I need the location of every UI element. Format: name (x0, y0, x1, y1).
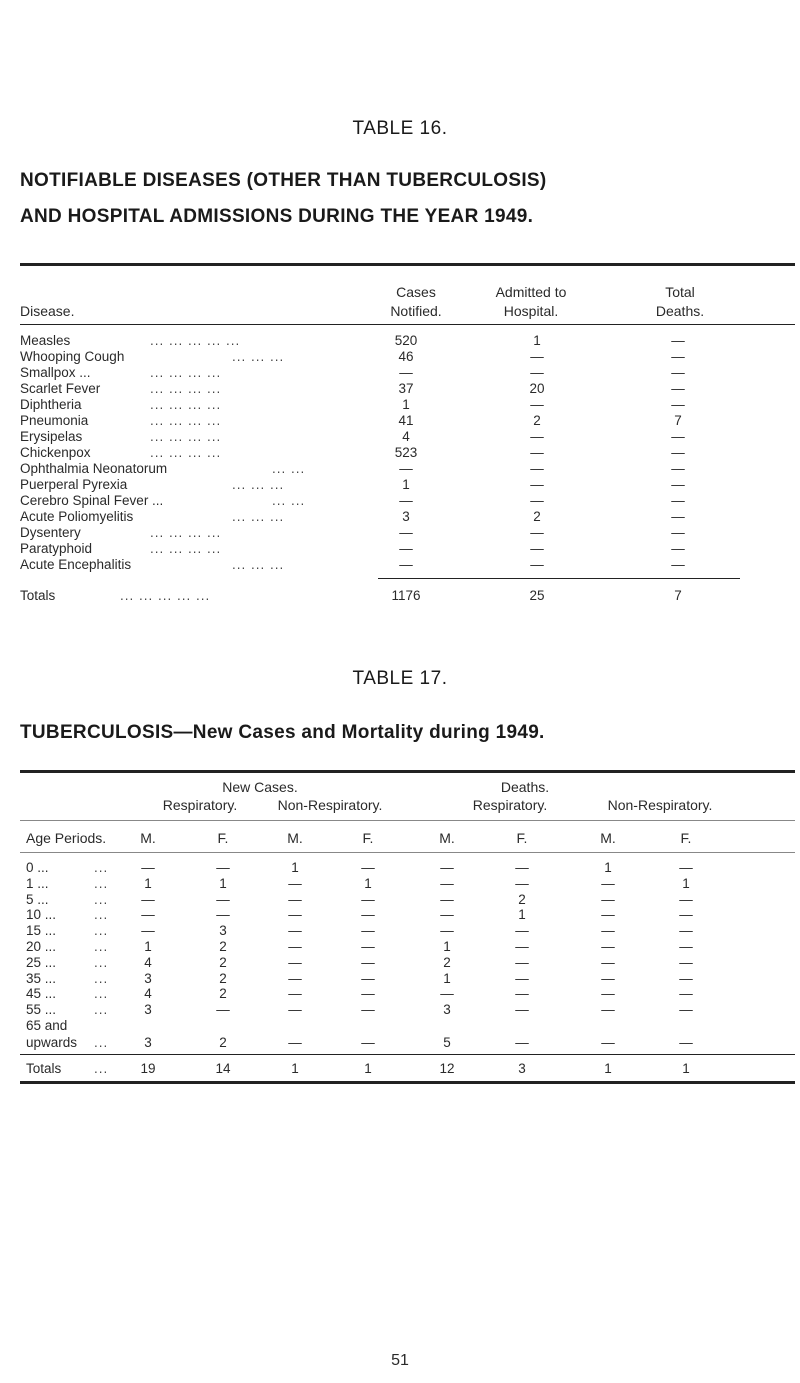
table-17-heading: TUBERCULOSIS—New Cases and Mortality during 1949. (20, 722, 545, 743)
cell-value: 2 (219, 986, 227, 1002)
total-deaths: — (671, 397, 685, 412)
cell-value: — (361, 907, 375, 923)
cases-notified: 520 (394, 333, 418, 348)
leader-dots: ... ... (272, 461, 306, 476)
disease-name: Whooping Cough (20, 349, 125, 364)
table-16-number: TABLE 16. (352, 118, 448, 139)
leader-dots: ... ... ... ... ... (150, 333, 241, 348)
cell-value: 3 (144, 1002, 152, 1018)
disease-name: Scarlet Fever (20, 381, 101, 396)
total-value: 14 (215, 1061, 231, 1076)
leader-dots: ... ... ... ... (150, 381, 222, 396)
cell-value: — (361, 923, 375, 939)
cell-value: — (141, 923, 155, 939)
cell-value: — (515, 875, 529, 891)
cell-value: — (288, 986, 302, 1002)
table-row (0, 413, 780, 429)
table-row (0, 525, 780, 541)
cases-notified: — (399, 365, 413, 380)
table-17-header-rule (20, 852, 795, 853)
cell-value: — (440, 875, 454, 891)
cell-value: 1 (518, 907, 526, 923)
cell-value: — (288, 923, 302, 939)
cell-value: — (601, 875, 615, 891)
total-deaths: 7 (674, 588, 682, 603)
cell-value: 3 (443, 1002, 451, 1018)
cell-value: 2 (219, 1035, 227, 1050)
leader-dots: ... ... ... (232, 349, 285, 364)
disease-name: Puerperal Pyrexia (20, 477, 128, 492)
admitted-to-hospital: — (530, 429, 544, 444)
cell-value: — (288, 875, 302, 891)
disease-name: Measles (20, 333, 71, 348)
leader-dots: ... ... ... ... (150, 429, 222, 444)
cell-value: 2 (219, 970, 227, 986)
cases-notified: — (399, 525, 413, 540)
table-16-col-cases-1: Cases (396, 284, 436, 300)
cell-value: — (515, 1035, 529, 1050)
table-row (0, 955, 800, 971)
total-value: 3 (518, 1061, 526, 1076)
table-16-col-disease: Disease. (20, 303, 75, 319)
cell-value: — (141, 860, 155, 875)
cases-notified: — (399, 461, 413, 476)
admitted-to-hospital: — (530, 349, 544, 364)
cell-value: — (679, 970, 693, 986)
table-row (0, 1018, 800, 1034)
admitted-to-hospital: — (530, 461, 544, 476)
disease-name: Pneumonia (20, 413, 89, 428)
cell-value: — (361, 939, 375, 954)
totals-label: Totals (26, 1061, 62, 1076)
table-row (0, 541, 780, 557)
admitted-to-hospital: — (530, 541, 544, 556)
leader-dots: ... (94, 923, 109, 939)
table-row (0, 1002, 800, 1018)
cell-value: 1 (443, 970, 451, 986)
age-period: upwards (26, 1035, 78, 1050)
cell-value: — (679, 860, 693, 875)
leader-dots: ... ... ... ... (150, 365, 222, 380)
age-period: 25 ... (26, 954, 57, 970)
cell-value: 1 (604, 860, 612, 875)
cell-value: — (440, 860, 454, 875)
cell-value: — (361, 970, 375, 986)
cell-value: — (679, 891, 693, 907)
cases-notified: — (399, 493, 413, 508)
sex-header-m: M. (439, 830, 455, 846)
cell-value: 3 (219, 923, 227, 939)
leader-dots: ... (94, 860, 109, 875)
disease-name: Erysipelas (20, 429, 83, 444)
total-deaths: — (671, 509, 685, 524)
cell-value: — (141, 891, 155, 907)
cell-value: — (515, 860, 529, 875)
admitted-to-hospital: 2 (533, 509, 541, 524)
subgroup-non-respiratory-new: Non-Respiratory. (277, 797, 383, 813)
total-deaths: — (671, 445, 685, 460)
sex-header-m: M. (600, 830, 616, 846)
table-row (0, 349, 780, 365)
age-periods-header: Age Periods. (26, 830, 107, 846)
cell-value: — (361, 1035, 375, 1050)
total-value: 12 (439, 1061, 455, 1076)
cell-value: — (440, 891, 454, 907)
total-value: 1 (364, 1061, 372, 1076)
cases-notified: 41 (398, 413, 414, 428)
total-deaths: — (671, 333, 685, 348)
cell-value: — (601, 1002, 615, 1018)
leader-dots: ... ... ... ... ... (120, 588, 211, 603)
table-16-top-rule (20, 263, 795, 266)
total-value: 1 (604, 1061, 612, 1076)
cell-value: 1 (682, 875, 690, 891)
cell-value: — (361, 1002, 375, 1018)
leader-dots: ... (94, 1035, 109, 1050)
cell-value: — (679, 1002, 693, 1018)
sex-header-m: M. (140, 830, 156, 846)
leader-dots: ... ... ... ... (150, 413, 222, 428)
cell-value: — (216, 891, 230, 907)
table-17-totals-rule (20, 1054, 795, 1055)
cell-value: 2 (219, 939, 227, 954)
admitted-to-hospital: — (530, 493, 544, 508)
cell-value: — (601, 939, 615, 954)
cases-notified: 4 (402, 429, 410, 444)
table-row (0, 381, 780, 397)
cell-value: 5 (443, 1035, 451, 1050)
total-deaths: — (671, 525, 685, 540)
cell-value: 1 (364, 875, 372, 891)
cell-value: 4 (144, 986, 152, 1002)
cell-value: 2 (219, 954, 227, 970)
leader-dots: ... ... ... ... (150, 525, 222, 540)
table-row (0, 333, 780, 349)
cell-value: — (361, 986, 375, 1002)
cell-value: 1 (144, 939, 152, 954)
page-number: 51 (391, 1352, 409, 1369)
table-row (0, 365, 780, 381)
total-value: 1 (682, 1061, 690, 1076)
cases-notified: — (399, 557, 413, 572)
cell-value: — (601, 954, 615, 970)
table-row (0, 493, 780, 509)
cell-value: — (216, 1002, 230, 1018)
table-16-col-deaths-1: Total (665, 284, 695, 300)
leader-dots: ... (94, 954, 109, 970)
table-16-heading-line1: NOTIFIABLE DISEASES (OTHER THAN TUBERCULOSIS) (20, 170, 547, 191)
age-period: 55 ... (26, 1002, 57, 1018)
total-deaths: — (671, 493, 685, 508)
cell-value: 1 (443, 939, 451, 954)
sex-header-f: F. (516, 830, 528, 846)
age-period: 15 ... (26, 923, 57, 939)
cell-value: — (288, 891, 302, 907)
cell-value: — (515, 1002, 529, 1018)
totals-label: Totals (20, 588, 56, 603)
leader-dots: ... ... ... (232, 557, 285, 572)
cell-value: — (216, 860, 230, 875)
disease-name: Cerebro Spinal Fever ... (20, 493, 164, 508)
table-row (0, 397, 780, 413)
table-17-subheader-rule (20, 820, 795, 821)
cell-value: — (601, 970, 615, 986)
cases-notified: 523 (394, 445, 418, 460)
table-row (0, 892, 800, 908)
cell-value: — (515, 986, 529, 1002)
total-deaths: — (671, 429, 685, 444)
cell-value: — (515, 939, 529, 954)
cases-notified: 37 (398, 381, 414, 396)
table-row (0, 445, 780, 461)
leader-dots: ... ... (272, 493, 306, 508)
leader-dots: ... ... ... ... (150, 541, 222, 556)
cell-value: — (515, 923, 529, 939)
leader-dots: ... (94, 907, 109, 923)
table-row (0, 509, 780, 525)
leader-dots: ... (94, 986, 109, 1002)
total-value: 19 (140, 1061, 156, 1076)
cell-value: — (288, 970, 302, 986)
cell-value: — (679, 939, 693, 954)
table-16-totals-rule (378, 578, 740, 579)
cell-value: 4 (144, 954, 152, 970)
admitted-to-hospital: 1 (533, 333, 541, 348)
cell-value: — (679, 907, 693, 923)
cell-value: — (288, 954, 302, 970)
age-period: 45 ... (26, 986, 57, 1002)
cases-notified: — (399, 541, 413, 556)
cell-value: — (141, 907, 155, 923)
cell-value: — (679, 986, 693, 1002)
table-row (0, 429, 780, 445)
table-row (0, 1035, 800, 1051)
total-deaths: — (671, 541, 685, 556)
cell-value: 1 (144, 875, 152, 891)
subgroup-respiratory-deaths: Respiratory. (472, 797, 548, 813)
leader-dots: ... (94, 939, 109, 954)
total-deaths: 7 (674, 413, 682, 428)
table-16-header-rule (20, 324, 795, 325)
age-period: 1 ... (26, 875, 49, 891)
sex-header-f: F. (217, 830, 229, 846)
leader-dots: ... (94, 970, 109, 986)
leader-dots: ... ... ... (232, 509, 285, 524)
cell-value: 2 (518, 891, 526, 907)
admitted-to-hospital: 2 (533, 413, 541, 428)
disease-name: Ophthalmia Neonatorum (20, 461, 168, 476)
subgroup-respiratory-new: Respiratory. (162, 797, 238, 813)
leader-dots: ... (94, 1061, 109, 1076)
disease-name: Dysentery (20, 525, 81, 540)
admitted-to-hospital: — (530, 525, 544, 540)
table-17-number: TABLE 17. (352, 668, 448, 689)
cases-notified: 46 (398, 349, 414, 364)
table-17-top-rule (20, 770, 795, 773)
leader-dots: ... (94, 891, 109, 907)
total-cases-notified: 1176 (391, 588, 421, 603)
table-row (0, 923, 800, 939)
cell-value: — (601, 986, 615, 1002)
disease-name: Smallpox ... (20, 365, 91, 380)
cell-value: — (679, 954, 693, 970)
table-row (0, 461, 780, 477)
cell-value: — (361, 891, 375, 907)
cell-value: — (288, 939, 302, 954)
cell-value: — (361, 954, 375, 970)
cell-value: — (288, 1035, 302, 1050)
cell-value: — (216, 907, 230, 923)
admitted-to-hospital: — (530, 557, 544, 572)
cell-value: — (515, 970, 529, 986)
cell-value: 1 (291, 860, 299, 875)
age-period: 20 ... (26, 939, 57, 954)
cases-notified: 3 (402, 509, 410, 524)
age-period: 10 ... (26, 907, 57, 923)
total-deaths: — (671, 461, 685, 476)
table-16-col-admitted-1: Admitted to (495, 284, 567, 300)
disease-name: Acute Poliomyelitis (20, 509, 134, 524)
age-period: 35 ... (26, 970, 57, 986)
admitted-to-hospital: — (530, 365, 544, 380)
table-16-col-admitted-2: Hospital. (503, 303, 559, 319)
total-deaths: — (671, 349, 685, 364)
subgroup-non-respiratory-deaths: Non-Respiratory. (607, 797, 713, 813)
leader-dots: ... ... ... (232, 477, 285, 492)
leader-dots: ... (94, 1002, 109, 1018)
disease-name: Acute Encephalitis (20, 557, 132, 572)
table-16-col-cases-2: Notified. (390, 303, 442, 319)
cases-notified: 1 (402, 477, 410, 492)
table-16-heading-line2: AND HOSPITAL ADMISSIONS DURING THE YEAR 1949. (20, 206, 534, 227)
admitted-to-hospital: — (530, 445, 544, 460)
age-period: 65 and (26, 1018, 68, 1033)
sex-header-f: F. (362, 830, 374, 846)
cell-value: — (601, 907, 615, 923)
cell-value: — (288, 1002, 302, 1018)
group-new-cases: New Cases. (222, 779, 298, 795)
cell-value: — (679, 923, 693, 939)
table-row (0, 971, 800, 987)
admitted-to-hospital: — (530, 397, 544, 412)
table-row (0, 907, 800, 923)
table-17-bottom-rule (20, 1081, 795, 1084)
disease-name: Chickenpox (20, 445, 91, 460)
cell-value: — (601, 1035, 615, 1050)
table-row (0, 939, 800, 955)
leader-dots: ... (94, 875, 109, 891)
leader-dots: ... ... ... ... (150, 397, 222, 412)
disease-name: Diphtheria (20, 397, 82, 412)
cell-value: — (601, 923, 615, 939)
cell-value: — (515, 954, 529, 970)
table-row (0, 477, 780, 493)
cell-value: 3 (144, 1035, 152, 1050)
table-16-col-deaths-2: Deaths. (655, 303, 705, 319)
admitted-to-hospital: 20 (529, 381, 545, 396)
age-period: 0 ... (26, 860, 49, 875)
cell-value: — (601, 891, 615, 907)
cell-value: — (440, 907, 454, 923)
cell-value: — (440, 986, 454, 1002)
total-deaths: — (671, 557, 685, 572)
disease-name: Paratyphoid (20, 541, 93, 556)
sex-header-f: F. (680, 830, 692, 846)
table-17-totals-row (0, 1061, 800, 1077)
leader-dots: ... ... ... ... (150, 445, 222, 460)
total-admitted: 25 (529, 588, 545, 603)
cell-value: 1 (219, 875, 227, 891)
cell-value: — (288, 907, 302, 923)
table-row (0, 986, 800, 1002)
table-row (0, 876, 800, 892)
cell-value: — (679, 1035, 693, 1050)
table-row (0, 557, 780, 573)
total-deaths: — (671, 381, 685, 396)
table-row (0, 860, 800, 876)
admitted-to-hospital: — (530, 477, 544, 492)
total-value: 1 (291, 1061, 299, 1076)
age-period: 5 ... (26, 891, 49, 907)
cell-value: — (361, 860, 375, 875)
total-deaths: — (671, 365, 685, 380)
group-deaths: Deaths. (500, 779, 550, 795)
cell-value: 2 (443, 954, 451, 970)
cases-notified: 1 (402, 397, 410, 412)
cell-value: — (440, 923, 454, 939)
total-deaths: — (671, 477, 685, 492)
cell-value: 3 (144, 970, 152, 986)
table-16-totals-row (0, 588, 780, 604)
sex-header-m: M. (287, 830, 303, 846)
